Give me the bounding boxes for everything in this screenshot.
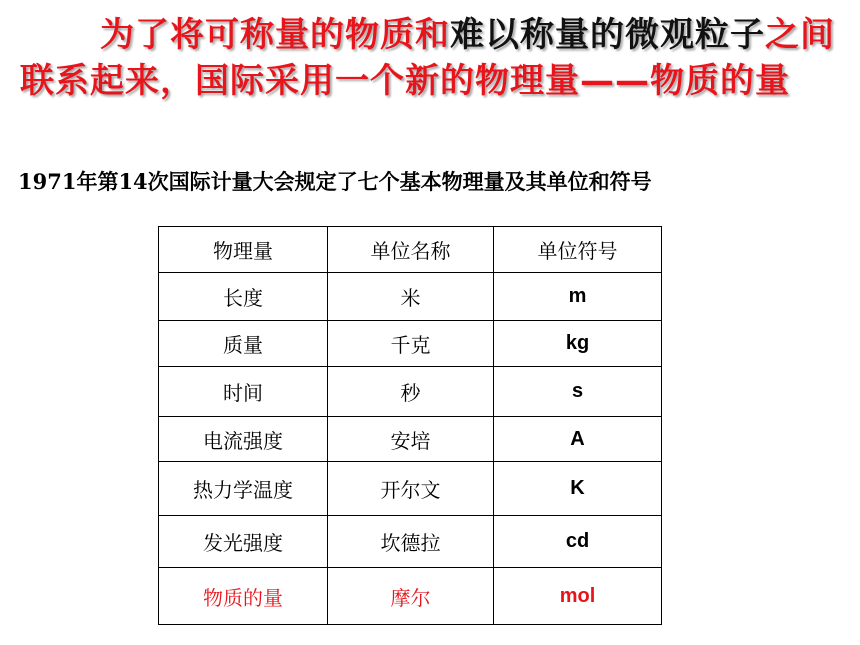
unit-name-cell: 米 (328, 273, 494, 321)
heading-red-part-2: 之间联系起来，国际采用一个新的物理量——物质的量 (20, 15, 835, 101)
quantity-cell: 质量 (159, 321, 328, 367)
quantity-cell: 长度 (159, 273, 328, 321)
table-row (159, 417, 662, 462)
unit-name-cell: 秒 (328, 367, 494, 417)
subtitle: 1971年第14次国际计量大会规定了七个基本物理量及其单位和符号 (18, 169, 652, 194)
unit-name-cell: 安培 (328, 417, 494, 462)
unit-name-cell: 坎德拉 (328, 516, 494, 568)
table-row (159, 321, 662, 367)
unit-symbol-cell: s (494, 367, 662, 417)
quantity-cell: 热力学温度 (159, 462, 328, 516)
unit-name-cell: 千克 (328, 321, 494, 367)
heading-red-part-1: 为了将可称量的物质和 (100, 15, 450, 55)
heading (20, 12, 840, 104)
header-unit-symbol: 单位符号 (494, 227, 662, 273)
quantity-cell: 发光强度 (159, 516, 328, 568)
table-row-highlight (159, 568, 662, 625)
table-row (159, 462, 662, 516)
header-quantity: 物理量 (159, 227, 328, 273)
unit-symbol-cell: A (494, 417, 662, 462)
quantity-cell: 物质的量 (159, 568, 328, 625)
unit-symbol-cell: m (494, 273, 662, 321)
table-header-row (159, 227, 662, 273)
header-unit-name: 单位名称 (328, 227, 494, 273)
quantity-cell: 电流强度 (159, 417, 328, 462)
quantity-cell: 时间 (159, 367, 328, 417)
unit-name-cell: 开尔文 (328, 462, 494, 516)
heading-black-part: 难以称量的微观粒子 (450, 15, 765, 55)
unit-symbol-cell: kg (494, 321, 662, 367)
units-table (158, 226, 662, 625)
unit-symbol-cell: K (494, 462, 662, 516)
unit-name-cell: 摩尔 (328, 568, 494, 625)
unit-symbol-cell: mol (494, 568, 662, 625)
unit-symbol-cell: cd (494, 516, 662, 568)
table-row (159, 367, 662, 417)
table-row (159, 516, 662, 568)
table-row (159, 273, 662, 321)
